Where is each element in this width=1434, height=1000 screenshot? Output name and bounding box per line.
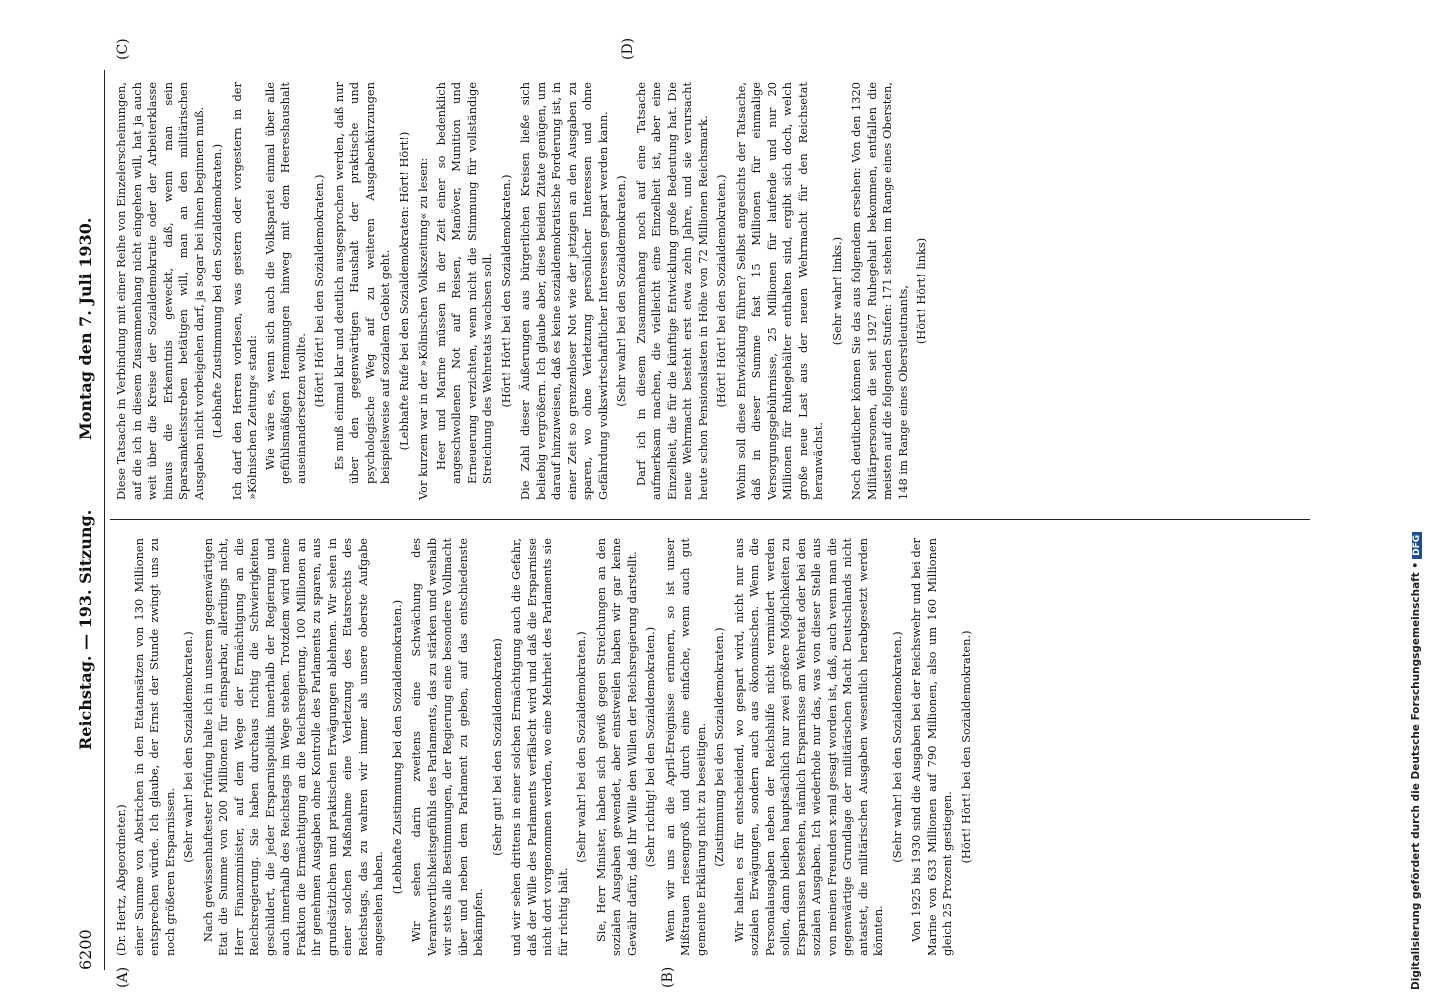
interjection: (Sehr wahr! bei den Sozialdemokraten.) (614, 175, 628, 407)
session-title: Reichstag. — 193. Sitzung. (76, 509, 95, 750)
paragraph: Wohin soll diese Entwicklung führen? Selbst angesichts der Tatsache, daß in dieser Summe fast 15 Millionen für einmalige Versorgungsgebührnisse, 25 Millionen für laufende und nur 20 Millionen für Ruhegehälter enthalten sind, ergibt sich doch, welch große neue Last aus der neuen Wehrmacht für den Reichsetat heranwächst. (733, 82, 825, 500)
credit-text: Digitalisierung gefördert durch die Deutsche Forschungsgemeinschaft • (1410, 561, 1422, 990)
paragraph: Es muß einmal klar und deutlich ausgesprochen werden, daß nur über den gegenwärtigen Haushalt der praktische und psychologische Weg auf zu weiteren Ausgabenkürzungen beispielsweise auf sozialem Gebiet geht. (331, 82, 392, 484)
paragraph: Sie, Herr Minister, haben sich gewiß gegen Streichungen an den sozialen Ausgaben gewendet, aber einstweilen haben wir gar keine Gewähr dafür, daß Ihr Wille den Willen der Reichsregierung darstellt. (593, 538, 639, 956)
interjection: (Hört! Hört! bei den Sozialdemokraten.) (312, 174, 326, 408)
interjection: (Lebhafte Rufe bei den Sozialdemokraten: Hört! Hört!) (396, 131, 411, 451)
left-text-column (114, 538, 978, 956)
interjection: (Hört! Hört! bei den Sozialdemokraten.) (958, 630, 973, 864)
margin-marker-d: (D) (620, 37, 636, 60)
page-number: 6200 (76, 929, 95, 970)
rotated-page (60, 0, 1380, 1000)
interjection: (Sehr gut! bei den Sozialdemokraten) (489, 638, 504, 856)
paragraph: Ich darf den Herren vorlesen, was gestern oder vorgestern in der »Kölnischen Zeitung« stand: (229, 82, 259, 500)
interjection: (Sehr wahr! bei den Sozialdemokraten.) (574, 631, 588, 863)
paragraph: Heer und Marine müssen in der Zeit einer so bedenklich angeschwollenen Not auf Reisen, Manöver, Munition und Erneuerung verzichten, wenn nicht die Stimmung für vollständige Streichung des Wehretats wachsen soll. (433, 82, 494, 484)
dfg-logo: DFG (1412, 532, 1422, 559)
paragraph: Wenn wir uns an die April-Ereignisse erinnern, so ist unser Mißtrauen riesengroß und durch eine einfache, wenn auch gut gemeinte Erklärung nicht zu beseitigen. (662, 538, 708, 956)
interjection: (Hört! Hört! bei den Sozialdemokraten.) (498, 174, 513, 408)
interjection: (Lebhafte Zustimmung bei den Sozialdemokraten.) (389, 599, 404, 895)
interjection: (Hört! Hört! bei den Sozialdemokraten.) (714, 174, 728, 408)
paragraph: einer Summe von Abstrichen in den Etatansätzen von 130 Millionen entsprechen würde. Ich glaube, der Ernst der Stunde zwingt uns zu noch größeren Ersparnissen. (131, 538, 177, 956)
right-text-column (114, 82, 934, 500)
paragraph: Diese Tatsache in Verbindung mit einer Reihe von Einzelerscheinungen, auf die ich in diesem Zusammenhang nicht eingehen will, hat ja auch weit über die Kreise der Sozialdemokratie oder der Arbeiterklasse hinaus die Erkenntnis geweckt, daß, wenn man sein Sparsamkeitsstreben betätigen will, man an den militärischen Ausgaben nicht vorbeigehen darf, ja sogar bei ihnen beginnen muß. (114, 82, 206, 500)
paragraph: Noch deutlicher können Sie das aus folgendem ersehen: Von den 1320 Militärpersonen, die seit 1927 Ruhegehalt bekommen, entfallen die meisten auf die folgenden Stufen: 171 stehen im Range eines Obersten, 148 im Range eines Oberstleutnants, (849, 82, 910, 500)
interjection: (Zustimmung bei den Sozialdemokraten.) (712, 627, 726, 867)
paragraph: Wir halten es für entscheidend, wo gespart wird, nicht nur aus sozialen Erwägungen, sondern auch aus ökonomischen. Wenn die Personalausgaben neben der Reichshilfe nicht vermindert werden sollen, dann bleiben hauptsächlich nur zwei größere Möglichkeiten zu Ersparnissen bestehen, nämlich Ersparnisse am Wehretat oder bei den sozialen Ausgaben. Ich wiederhole nur das, was von dieser Stelle aus von meinen Freunden x-mal gesagt worden ist, daß, auch wenn man die gegenwärtige Grundlage der militärischen Macht Deutschlands nicht antastet, die militärischen Ausgaben wesentlich herabgesetzt werden könnten. (731, 538, 885, 956)
paragraph: Wie wäre es, wenn sich auch die Volkspartei einmal über alle gefühlsmäßigen Hemmungen hinweg mit dem Heereshaushalt auseinandersetzen wollte. (262, 82, 308, 484)
interjection: (Lebhafte Zustimmung bei den Sozialdemokraten.) (210, 143, 224, 439)
dfg-credit-line (1410, 0, 1428, 990)
header-rule (104, 70, 105, 970)
session-date: Montag den 7. Juli 1930. (76, 217, 95, 440)
paragraph: Darf ich in diesem Zusammenhang noch auf eine Tatsache aufmerksam machen, die vielleicht eine Einzelheit ist, aber eine Einzelheit, die für die künftige Entwicklung große Bedeutung hat. Die neue Wehrmacht besteht erst etwa zehn Jahre, und sie verursacht heute schon Pensionslasten in Höhe von 72 Millionen Reichsmark. (633, 82, 710, 500)
margin-marker-b: (B) (660, 966, 676, 988)
paragraph: (Dr. Hertz, Abgeordneter.) (114, 804, 128, 956)
paragraph: Nach gewissenhaftester Prüfung halte ich in unserem gegenwärtigen Etat die Summe von 200 Millionen für einsparbar, allerdings nicht, Herr Finanzminister, auf dem Wege der Ermächtigung an die Reichsregierung. Sie haben durchaus richtig die Schwierigkeiten geschildert, die jeder Ersparnispolitik innerhalb der Regierung und auch innerhalb des Reichstags im Wege stehen. Trotzdem wird meine Fraktion die Ermächtigung an die Reichsregierung, 100 Millionen an ihr genehmen Ausgaben ohne Kontrolle des Parlaments zu sparen, aus grundsätzlichen und praktischen Erwägungen ablehnen. Wir sehen in einer solchen Maßnahme eine Verletzung des Etatsrechts des Reichstags, das zu wahren wir immer als unsere oberste Aufgabe angesehen haben. (200, 538, 385, 956)
interjection: (Sehr richtig! bei den Sozialdemokraten.) (643, 626, 657, 868)
paragraph: Wir sehen darin zweitens eine Schwächung des Verantwortlichkeitsgefühls des Parlaments, das zu stärken und weshalb wir stets alle Bestimmungen, der Regierung eine besondere Vollmacht über und neben dem Parlament zu geben, auf das entschiedenste bekämpfen. (409, 538, 485, 956)
interjection: (Hört! Hört! links) (914, 237, 928, 345)
interjection: (Sehr wahr! bei den Sozialdemokraten.) (889, 631, 904, 863)
paragraph: und wir sehen drittens in einer solchen Ermächtigung auch die Gefahr, daß der Wille des Parlaments verfälscht wird und daß die Ersparnisse nicht dort vorgenommen werden, wo eine Mehrheit des Parlaments sie für richtig hält. (509, 538, 570, 956)
paragraph: Vor kurzem war in der »Kölnischen Volkszeitung« zu lesen: (416, 157, 430, 500)
margin-marker-c: (C) (115, 38, 131, 60)
paragraph: Von 1925 bis 1930 sind die Ausgaben bei der Reichswehr und bei der Marine von 633 Millionen auf 790 Millionen, also um 160 Millionen gleich 25 Prozent gestiegen. (909, 538, 954, 956)
margin-marker-a: (A) (115, 966, 131, 988)
column-separator (110, 519, 1310, 520)
interjection: (Sehr wahr! links.) (829, 236, 844, 346)
paragraph: Die Zahl dieser Äußerungen aus bürgerlichen Kreisen ließe sich beliebig vergrößern. Ich glaube aber, diese beiden Zitate genügen, um darauf hinzuweisen, daß es keine sozialdemokratische Forderung ist, in einer Zeit so grenzenloser Not wie der jetzigen an den Ausgaben zu sparen, wo ohne Verletzung persönlicher Interessen und ohne Gefährdung volkswirtschaftlicher Interessen gespart werden kann. (518, 82, 610, 500)
interjection: (Sehr wahr! bei den Sozialdemokraten.) (181, 631, 195, 863)
